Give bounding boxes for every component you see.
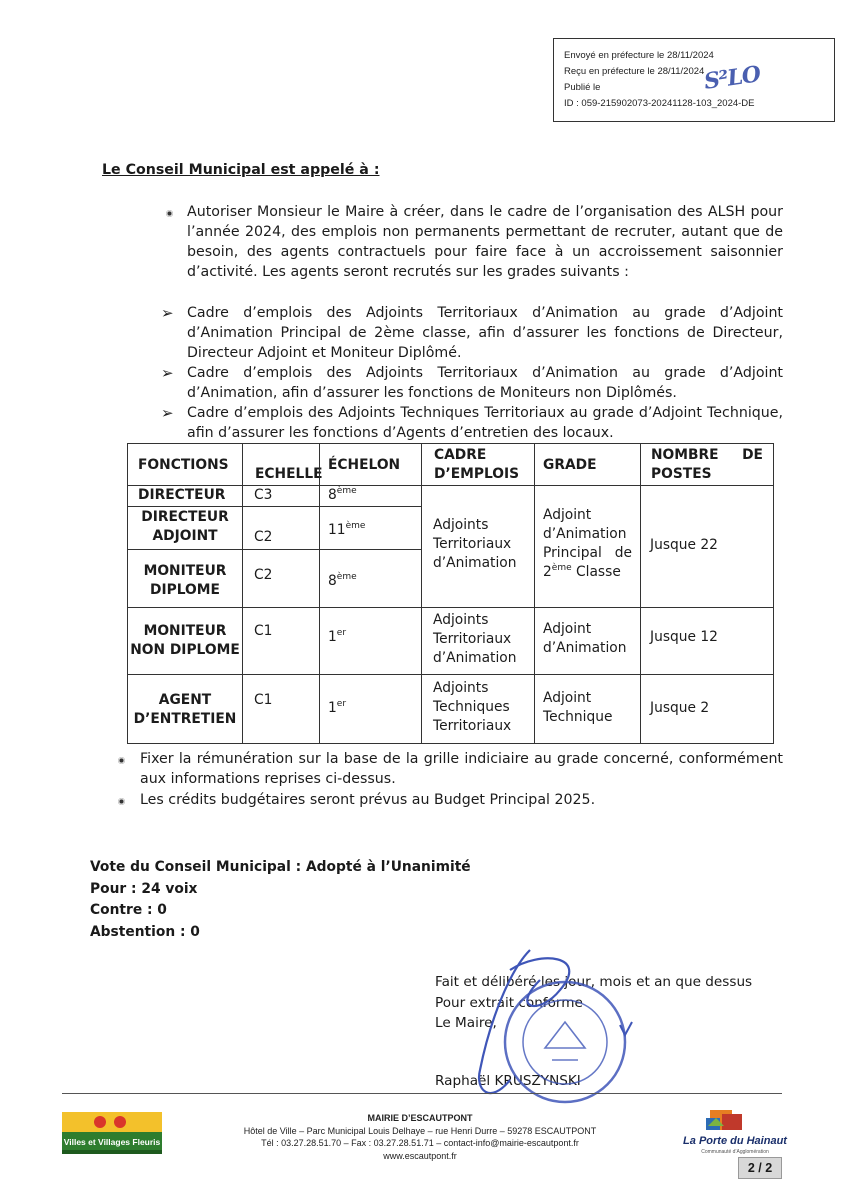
page-number: 2 / 2 [738,1157,782,1179]
grade-class: Classe [576,564,621,580]
section-heading: Le Conseil Municipal est appelé à : [102,162,380,178]
vote-contre: Contre : 0 [90,902,167,918]
echelon-suffix: ème [336,572,357,582]
stamp-id: ID : 059-215902073-20241128-103_2024-DE [564,98,755,109]
vvf-text: Villes et Villages Fleuris [63,1137,161,1147]
arrow-item-3-text: Cadre d’emplois des Adjoints Techniques Territoriaux au grade d’Adjoint Technique, afin d’assurer les fonctions d’Agents d’entretien des locaux. [187,405,783,441]
bullet-icon [166,210,173,217]
cell-nombre-agent-entretien: Jusque 2 [640,674,774,744]
stamp-sent: Envoyé en préfecture le 28/11/2024 [564,50,714,61]
cell-cadre-moniteur-non-diplome: Adjoints Territoriaux d’Animation [421,607,535,675]
cell-cadre-agent-entretien: Adjoints Techniques Territoriaux [421,674,535,744]
cell-echelon-agent-entretien [319,674,422,744]
prefecture-stamp [553,38,835,122]
cell-echelle-directeur: C3 [242,485,320,507]
remuneration-paragraph [140,749,783,789]
header-cadre: CADRE D’EMPLOIS [421,443,535,486]
arrow-bullet-icon: ➢ [161,404,174,422]
porte-du-hainaut-logo-icon [670,1108,800,1156]
cell-fonction-moniteur-non-diplome: MONITEUR NON DIPLOME [127,607,243,675]
remuneration-text: Fixer la rémunération sur la base de la grille indiciaire au grade concerné, conformément aux informations reprises ci-dessus. [140,751,783,787]
intro-text: Autoriser Monsieur le Maire à créer, dans le cadre de l’organisation des ALSH pour l’année 2024, des emplois non permanents permettant de recruter, autant que de besoin, des agents contractuels pour faire face à un accroissement saisonnier d’activité. Les agents seront recrutés sur les grades suivants : [187,204,783,280]
header-nombre: NOMBRE DE POSTES [640,443,774,486]
vote-abstention: Abstention : 0 [90,923,200,940]
cell-fonction-agent-entretien: AGENT D’ENTRETIEN [127,674,243,744]
arrow-item-3 [187,403,783,443]
vote-block [90,857,471,943]
header-grade: GRADE [534,443,641,486]
mayor-seal-icon [470,930,645,1105]
echelon-suffix: er [336,628,347,638]
cell-grade-animation-principal [534,485,641,608]
grade-suffix: ème [551,563,572,573]
echelon-number: 1 [328,700,337,716]
footer-divider [62,1093,782,1094]
positions-table [127,443,774,743]
closing-line-2: Pour extrait conforme [435,994,583,1011]
vote-pour: Pour : 24 voix [90,880,198,897]
footer-web: www.escautpont.fr [383,1150,457,1161]
cell-nombre-group1: Jusque 22 [640,485,774,608]
echelon-suffix: ème [336,486,357,496]
stamp-published: Publié le [564,82,601,93]
cell-echelon-directeur-adjoint [319,506,422,550]
echelon-number: 8 [328,573,337,589]
cell-echelon-moniteur-non-diplome [319,607,422,675]
bullet-icon [118,757,125,764]
footer-address [200,1112,640,1162]
porte-text: La Porte du Hainaut [683,1135,787,1147]
vote-title: Vote du Conseil Municipal : Adopté à l’Unanimité [90,859,471,875]
intro-paragraph [187,202,783,282]
closing-line-1: Fait et délibéré les jour, mois et an que dessus [435,974,753,990]
echelon-suffix: er [336,699,347,709]
footer-contact: Tél : 03.27.28.51.70 – Fax : 03.27.28.51.71 – contact-info@mairie-escautpont.fr [261,1138,579,1148]
arrow-bullet-icon: ➢ [161,364,174,382]
grade-text: Adjoint d’Animation Principal de [543,507,632,561]
arrow-item-2 [187,363,783,403]
villes-villages-fleuris-logo-icon [62,1112,162,1156]
cell-grade-moniteur-non-diplome: Adjoint d’Animation [534,607,641,675]
arrow-item-2-text: Cadre d’emplois des Adjoints Territoriaux d’Animation au grade d’Adjoint d’Animation, afin d’assurer les fonctions de Moniteurs non Diplômés. [187,365,783,401]
grade-number: 2 [543,564,552,580]
cell-cadre-animation-principal: Adjoints Territoriaux d’Animation [421,485,535,608]
cell-echelle-moniteur-non-diplome: C1 [242,607,320,675]
footer-address-line: Hôtel de Ville – Parc Municipal Louis Delhaye – rue Henri Durre – 59278 ESCAUTPONT [243,1125,597,1136]
echelon-number: 11 [328,522,346,538]
mayor-name: Raphaël KRUSZYNSKI [435,1073,581,1089]
arrow-item-1 [187,303,783,363]
cell-echelon-directeur [319,485,422,507]
cell-echelon-moniteur-diplome [319,549,422,608]
arrow-bullet-icon: ➢ [161,304,174,322]
header-echelle: ECHELLE [242,443,320,486]
credits-paragraph [140,790,783,810]
echelon-number: 1 [328,629,337,645]
cell-echelle-directeur-adjoint: C2 [242,506,320,550]
closing-line-3: Le Maire, [435,1015,497,1031]
echelon-suffix: ème [345,521,366,531]
header-echelon: ÉCHELON [319,443,422,486]
cell-fonction-directeur-adjoint: DIRECTEUR ADJOINT [127,506,243,550]
stamp-signature: S²LO [702,61,762,95]
footer-org: MAIRIE D’ESCAUTPONT [367,1113,473,1123]
cell-echelle-moniteur-diplome: C2 [242,549,320,608]
stamp-received: Reçu en préfecture le 28/11/2024 [564,66,705,77]
cell-nombre-moniteur-non-diplome: Jusque 12 [640,607,774,675]
cell-echelle-agent-entretien: C1 [242,674,320,744]
cell-fonction-directeur: DIRECTEUR [127,485,243,507]
porte-subtext: Communauté d’Agglomération [701,1149,769,1155]
bullet-icon [118,798,125,805]
arrow-item-1-text: Cadre d’emplois des Adjoints Territoriaux d’Animation au grade d’Adjoint d’Animation Principal de 2ème classe, afin d’assurer les fonctions de Directeur, Directeur Adjoint et Moniteur Diplômé. [187,305,783,361]
cell-grade-agent-entretien: Adjoint Technique [534,674,641,744]
echelon-number: 8 [328,487,337,503]
header-fonctions: FONCTIONS [127,443,243,486]
credits-text: Les crédits budgétaires seront prévus au Budget Principal 2025. [140,792,596,808]
cell-fonction-moniteur-diplome: MONITEUR DIPLOME [127,549,243,608]
